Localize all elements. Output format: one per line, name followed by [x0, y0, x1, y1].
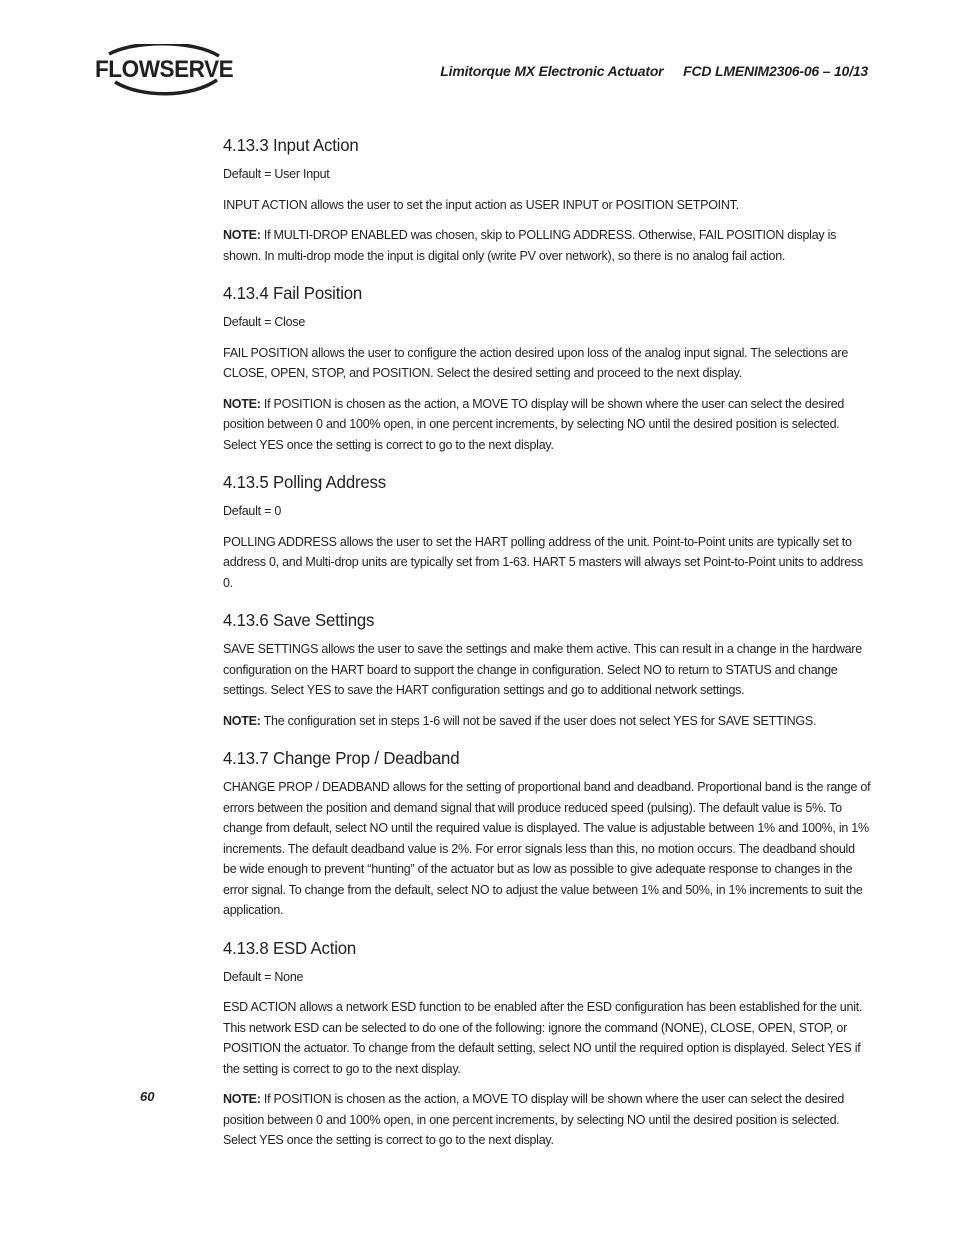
paragraph: POLLING ADDRESS allows the user to set the HART polling address of the unit. Point-to-Point units are typically set to address 0, and Multi-drop units are typically set from 1-63. HART 5 masters will always set Point-to-Point units to address 0. [223, 534, 863, 590]
section-esd-action [223, 938, 871, 1151]
note-paragraph [223, 1089, 871, 1151]
paragraph: Default = 0 [223, 504, 282, 518]
section-input-action [223, 135, 871, 266]
note-text: If POSITION is chosen as the action, a MOVE TO display will be shown where the user can select the desired position between 0 and 100% open, in one percent increments, by selecting NO until the desired position is selected. Select YES once the setting is correct to go to the next display. [223, 396, 845, 452]
page-number: 60 [140, 1089, 155, 1104]
paragraph: INPUT ACTION allows the user to set the input action as USER INPUT or POSITION SETPOINT. [223, 197, 739, 212]
note-text: If MULTI-DROP ENABLED was chosen, skip to POLLING ADDRESS. Otherwise, FAIL POSITION display is shown. In multi-drop mode the input is digital only (write PV over network), so there is no analog fail action. [223, 228, 837, 263]
note-paragraph [223, 225, 871, 266]
section-heading: 4.13.5 Polling Address [223, 472, 386, 492]
section-heading: 4.13.8 ESD Action [223, 937, 357, 958]
section-save-settings [223, 610, 871, 731]
note-text: The configuration set in steps 1-6 will not be saved if the user does not select YES for SAVE SETTINGS. [260, 713, 817, 728]
note-text: If POSITION is chosen as the action, a MOVE TO display will be shown where the user can select the desired position between 0 and 100% open, in one percent increments, by selecting NO until the desired position is selected. Select YES once the setting is correct to go to the next display. [223, 1092, 845, 1147]
paragraph: ESD ACTION allows a network ESD function to be enabled after the ESD configuration has been established for the unit. This network ESD can be selected to do one of the following: ignore the command (NONE), CLOSE, OPEN, STOP, or POSITION the actuator. To change from the default setting, select NO until the required option is displayed. Select YES if the setting is correct to go to the next display. [223, 1000, 863, 1076]
section-fail-position [223, 283, 871, 455]
section-polling-address [223, 472, 871, 593]
note-label: NOTE: [223, 228, 261, 242]
note-paragraph [223, 394, 871, 456]
paragraph: Default = User Input [223, 167, 330, 181]
flowserve-logo [95, 44, 235, 96]
section-heading: 4.13.7 Change Prop / Deadband [223, 748, 460, 768]
logo-text: FLOWSERVE [95, 56, 234, 83]
note-label: NOTE: [223, 1092, 261, 1106]
section-heading: 4.13.6 Save Settings [223, 610, 375, 630]
header-product: Limitorque MX Electronic Actuator [440, 63, 664, 79]
section-heading: 4.13.3 Input Action [223, 135, 359, 155]
paragraph: CHANGE PROP / DEADBAND allows for the setting of proportional band and deadband. Proportional band is the range of errors between the position and demand signal that will produce reduced speed (pulsing). The default value is 5%. To change from default, select NO until the required value is displayed. The value is adjustable between 1% and 100%, in 1% increments. The default deadband value is 2%. For error signals less than this, no motion occurs. The deadband should be wide enough to prevent “hunting” of the actuator but as low as possible to give adequate response to changes in the error signal. To change from the default, select NO to adjust the value between 1% and 50%, in 1% increments to suit the application. [223, 780, 871, 917]
note-label: NOTE: [223, 396, 261, 411]
header-doc-code: FCD LMENIM2306-06 – 10/13 [683, 63, 868, 79]
paragraph: FAIL POSITION allows the user to configure the action desired upon loss of the analog input signal. The selections are CLOSE, OPEN, STOP, and POSITION. Select the desired setting and proceed to the next display. [223, 345, 849, 380]
paragraph: SAVE SETTINGS allows the user to save the settings and make them active. This can result in a change in the hardware configuration on the HART board to support the change in configuration. Select NO to return to STATUS and change settings. Select YES to save the HART configuration settings and go to additional network settings. [223, 642, 862, 697]
paragraph: Default = None [223, 969, 304, 984]
note-paragraph [223, 711, 871, 732]
section-change-prop-deadband [223, 748, 871, 921]
note-label: NOTE: [223, 713, 261, 728]
paragraph: Default = Close [223, 315, 306, 329]
running-header [440, 63, 868, 79]
page-content [223, 135, 871, 1168]
section-heading: 4.13.4 Fail Position [223, 283, 363, 303]
